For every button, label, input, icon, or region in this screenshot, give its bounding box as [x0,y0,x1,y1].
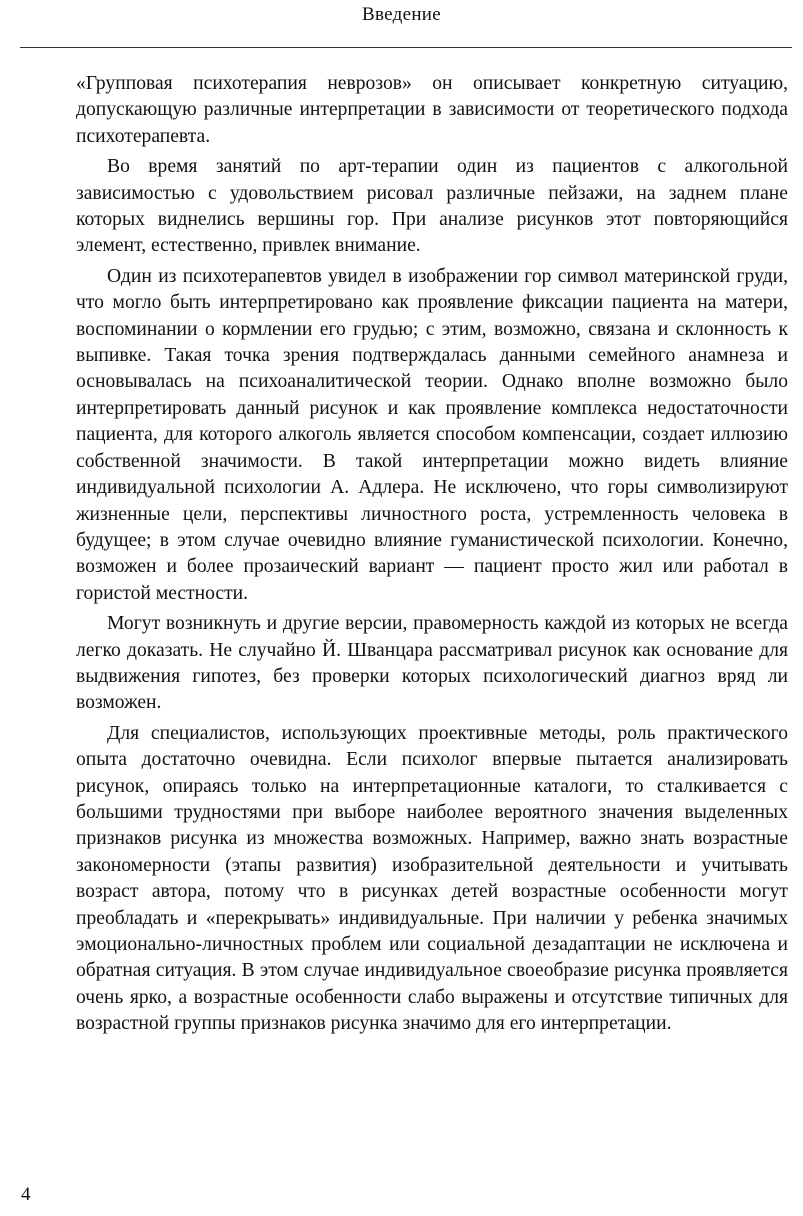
paragraph-practical-experience: Для специалистов, использующих проективные методы, роль практического опыта достаточно очевидна. Если психолог впервые пытается анализировать рисунок, опираясь только на интерпретационные каталоги, то сталкивается с большими трудностями при выборе наиболее вероятного значения выделенных признаков рисунка из множества возможных. Например, важно знать возрастные закономерности (этапы развития) изобразительной деятельности и учитывать возраст автора, потому что в рисунках детей возрастные особенности могут преобладать и «перекрывать» индивидуальные. При наличии у ребенка значимых эмоционально-личностных проблем или социальной дезадаптации не исключена и обратная ситуация. В этом случае индивидуальное своеобразие рисунка проявляется очень ярко, а возрастные особенности слабо выражены и отсутствие типичных для возрастной группы признаков рисунка значимо для его интерпретации. [76,722,788,1035]
paragraph-other-versions: Могут возникнуть и другие версии, правомерность каждой из которых не всегда легко доказать. Не случайно Й. Шванцара рассматривал рисунок как основание для выдвижения гипотез, без проверки которых психологический диагноз вряд ли возможен. [76,613,788,714]
page-number: 4 [21,1184,31,1205]
running-head-title: Введение [362,4,441,25]
body-text [76,71,788,1042]
paragraph-interpretations: Один из психотерапевтов увидел в изображении гор символ материнской груди, что могло быть интерпретировано как проявление фиксации пациента на матери, воспоминании о кормлении его грудью; с этим, возможно, связана и склонность к выпивке. Такая точка зрения подтверждалась данными семейного анамнеза и основывалась на психоаналитической теории. Однако вполне возможно было интерпретировать данный рисунок и как проявление комплекса недостаточности пациента, для которого алкоголь является способом компенсации, создает иллюзию собственной значимости. В такой интерпретации можно видеть влияние индивидуальной психологии А. Адлера. Не исключено, что горы символизируют жизненные цели, перспективы личностного роста, устремленность человека в будущее; в этом случае очевидно влияние гуманистической психологии. Конечно, возможен и более прозаический вариант — пациент просто жил или работал в гористой местности. [76,265,788,604]
header-rule [20,47,792,48]
paragraph-art-therapy-case: Во время занятий по арт-терапии один из пациентов с алкогольной зависимостью с удовольствием рисовал различные пейзажи, на заднем плане которых виднелись вершины гор. При анализе рисунков этот повторяющийся элемент, естественно, привлек внимание. [76,156,788,257]
paragraph-continuation: «Групповая психотерапия неврозов» он описывает конкретную ситуацию, допускающую различные интерпретации в зависимости от теоретического подхода психотерапевта. [76,73,788,147]
